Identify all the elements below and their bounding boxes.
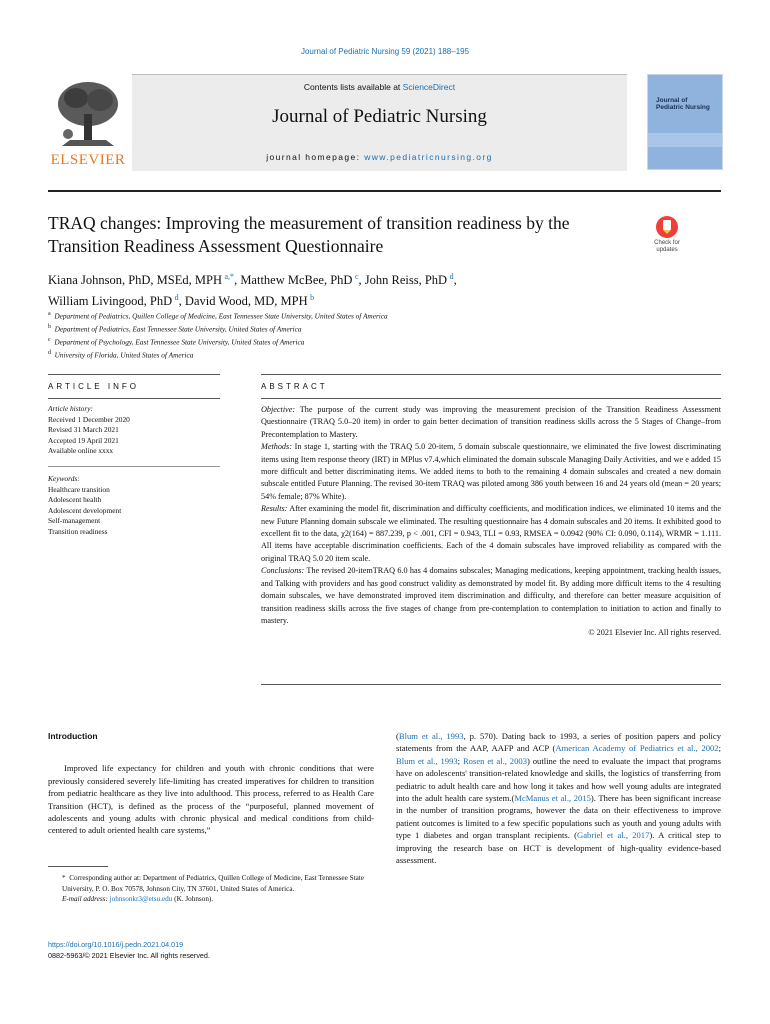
body-text: ). There has been significant increase in the number of transition programs, however the data on their effectiveness to improve patient outcomes is limited to a few specific populations such as youth and young adults with type 1 diabetes and organ transplant recipients. ( xyxy=(396,793,721,841)
affiliation-key: d xyxy=(48,349,51,356)
info-top-rule xyxy=(48,374,220,375)
abstract-top-rule xyxy=(261,374,721,375)
journal-cover-thumbnail[interactable] xyxy=(647,74,723,170)
affiliation-key: a xyxy=(48,311,51,317)
affiliation-key: b xyxy=(48,323,51,330)
corresponding-author-footnote xyxy=(48,873,374,905)
affiliation-text: University of Florida, United States of America xyxy=(54,350,194,360)
author-name[interactable]: William Livingood, PhD xyxy=(48,294,173,309)
running-header[interactable]: Journal of Pediatric Nursing 59 (2021) 188–195 xyxy=(300,47,470,56)
author-name[interactable]: Matthew McBee, PhD xyxy=(240,273,353,288)
article-info xyxy=(48,404,220,457)
issn-line: 0882-5963/© 2021 Elsevier Inc. All rights reserved. xyxy=(48,950,210,960)
abstract-conclusions xyxy=(261,565,721,627)
crossmark-icon xyxy=(656,216,678,238)
abstract-section-text: In stage 1, starting with the TRAQ 5.0 20-item, 5 domain subscale questionnaire, we eliminated the five lowest discriminating items using Item response theory (IRT) in MPlus v7.4,which eliminated the domain subscale Managing Daily Activities, and we e added 15 more difficult and better discriminating items. We added items to both to the remaining 4 domain subscales and created a new domain subscale entitled Future Planning. The revised 30-item TRAQ was piloted among 386 youth between 16 and 24 years old (mean = 20 years; 54% female; 87% White). xyxy=(261,442,721,501)
contents-prefix: Contents lists available at xyxy=(303,82,403,92)
body-right-column xyxy=(396,730,721,866)
affiliation-item xyxy=(48,309,668,322)
abstract-heading: ABSTRACT xyxy=(261,382,328,391)
elsevier-tree-icon xyxy=(54,78,122,150)
keywords-rule xyxy=(48,466,220,467)
doi-link[interactable]: https://doi.org/10.1016/j.pedn.2021.04.019 xyxy=(48,940,184,949)
author-name[interactable]: David Wood, MD, MPH xyxy=(184,294,308,309)
author-affil-mark[interactable]: d xyxy=(449,272,454,281)
masthead-rule xyxy=(48,190,721,192)
article-title: TRAQ changes: Improving the measurement of transition readiness by the Transition Readiness Assessment Questionnaire xyxy=(48,213,570,256)
cover-title: Journal of Pediatric Nursing xyxy=(656,97,710,111)
body-text: ) outline the need to evaluate the impact that programs have on adolescents' transition-related knowledge and skills, the logistics of transferring from pediatric to adult health care and how long it takes and how well young adults are integrated into the adult health care system.( xyxy=(396,755,721,804)
journal-banner xyxy=(132,74,627,171)
abstract-body xyxy=(261,404,721,640)
abstract-section-text: The revised 20-itemTRAQ 6.0 has 4 domains subscales; Managing medications, keeping appointment, tracking health issues, and Talking with providers and has good construct validity as demonstrated by model fit. By adding more difficult items to the 4 resulting domain subscales, we have demonstrated improved item discrimination and difficulty, and therefore can better measure acquisition of transition readiness skills across the five stages of change from pre-contemplation to contemplation to initiation to action and finally to mastery. xyxy=(261,566,721,625)
abstract-bottom-rule xyxy=(261,684,721,685)
affiliation-text: Department of Psychology, East Tennessee State University, United States of America xyxy=(54,337,305,347)
history-item: Available online xxxx xyxy=(48,446,114,456)
keyword-item[interactable]: Self-management xyxy=(48,516,101,526)
author-affil-mark[interactable]: b xyxy=(310,293,315,303)
author-separator: , xyxy=(178,294,185,309)
abstract-section-label: Objective: xyxy=(261,405,296,414)
body-left-column xyxy=(48,730,374,837)
abstract-section-label: Conclusions: xyxy=(261,566,305,576)
affiliations xyxy=(48,309,668,361)
crossmark-badge[interactable] xyxy=(647,216,687,260)
keywords xyxy=(48,474,220,538)
body-text: ; xyxy=(718,743,721,754)
author-separator: , xyxy=(358,273,365,288)
author-separator: , xyxy=(453,273,457,288)
abstract-heading-rule xyxy=(261,398,721,399)
keyword-item[interactable]: Transition readiness xyxy=(48,526,108,536)
history-label: Article history: xyxy=(48,404,93,413)
footnote-text: * Corresponding author at: Department of Pediatrics, Quillen College of Medicine, East Tennessee State University, P. O. Box 70578, Johnson City, TN 37601, United States of America. xyxy=(62,874,364,893)
journal-title: Journal of Pediatric Nursing xyxy=(272,106,487,127)
email-label: E-mail address: xyxy=(62,895,108,904)
abstract-methods xyxy=(261,441,721,503)
journal-masthead xyxy=(48,74,721,178)
affiliation-item xyxy=(48,335,668,348)
keywords-label: Keywords: xyxy=(48,474,80,483)
journal-homepage-link[interactable]: www.pediatricnursing.org xyxy=(364,152,493,162)
abstract-section-text: The purpose of the current study was improving the measurement precision of the Transition Readiness Assessment Questionnaire (TRAQ 5.0–20 item) in order to gain better decimation of transition readiness skills across the 5 Stages of Change–from Precontemplation to Mastery. xyxy=(261,405,721,439)
history-item: Received 1 December 2020 xyxy=(48,414,130,424)
keyword-item[interactable]: Healthcare transition xyxy=(48,484,110,494)
cover-band xyxy=(648,133,722,147)
history-item: Accepted 19 April 2021 xyxy=(48,435,119,445)
citation-link[interactable]: Rosen et al., 2003 xyxy=(462,755,527,766)
citation-link[interactable]: Gabriel et al., 2017 xyxy=(577,830,650,841)
author-line-1 xyxy=(48,268,648,289)
abstract-section-text: After examining the model fit, discrimination and difficulty coefficients, and modification indices, we eliminated 10 items and the new Future Planning domain subscale we eliminated. The resulting questionnaire has 4 domain subscales and 20 items. It exhibited good to excellent fit to the data, χ2(164) = 887.239, p < .001, CFI = 0.943, TLI = 0.93, RMSEA = 0.0942 (90% CI: 0.090, 0.114), WRMR = 1.111. All items have acceptable discrimination coefficients. Each of the 4 domain subscales have improved reliability as compared with the original TRAQ 5.0 20 item scale. xyxy=(261,504,721,563)
author-affil-mark[interactable]: d xyxy=(174,293,179,303)
article-info-heading: ARTICLE INFO xyxy=(48,382,139,391)
abstract-section-label: Methods: xyxy=(261,442,292,452)
author-name[interactable]: John Reiss, PhD xyxy=(364,273,448,288)
affiliation-text: Department of Pediatrics, Quillen College of Medicine, East Tennessee State University, United States of America xyxy=(54,311,388,321)
author-separator: , xyxy=(234,273,241,288)
author-affil-mark[interactable]: c xyxy=(354,272,359,281)
doi-block xyxy=(48,940,388,962)
abstract-objective xyxy=(261,404,721,441)
abstract-copyright: © 2021 Elsevier Inc. All rights reserved. xyxy=(588,628,721,638)
footnote-corresponding: Corresponding author at: Department of Pediatrics, Quillen College of Medicine, East Tennessee State University, P. O. Box 70578, Johnson City, TN 37601, United States of America. xyxy=(62,874,364,893)
keyword-item[interactable]: Adolescent development xyxy=(48,505,122,515)
author-list xyxy=(48,268,648,310)
affiliation-text: Department of Pediatrics, East Tennessee State University, United States of America xyxy=(54,324,302,334)
journal-homepage-line xyxy=(132,152,627,162)
citation-link[interactable]: American Academy of Pediatrics et al., 2002 xyxy=(555,743,719,754)
citation-link[interactable]: McManus et al., 2015 xyxy=(514,793,591,804)
abstract-section-label: Results: xyxy=(261,504,288,514)
intro-paragraph: Improved life expectancy for children and youth with chronic conditions that were previously considered severely life-limiting has created imperatives for children to transition from pediatric healthcare as they live into adulthood. This process, referred to as Health Care Transition (HCT), is defined as the process of the “purposeful, planned movement of adolescents and young adults with chronic physical and medical conditions from child-centered to adult oriented health care systems,” xyxy=(48,763,374,836)
intro-paragraph-continued: (Blum et al., 1993, p. 570). Dating back to 1993, a series of position papers and policy statements from the AAP, AAFP and ACP (American Academy of Pediatrics et al., 2002; Blum et al., 1993; Rosen et al., 2003) outline the need to evaluate the impact that programs have on adolescents' transition-related knowledge and skills, the logistics of transferring from pediatric to adult health care and how long it takes and how well young adults are integrated into the adult health care system.(McManus et al., 2015). There has been significant increase in the number of transition programs, however the data on their effectiveness to improve patient outcomes is limited to a few specific populations such as youth and young adults with type 1 diabetes and organ transplant recipients. (Gabriel et al., 2017). A critical step to improving the research base on HCT is development of high-quality evidence-based assessment. xyxy=(396,731,721,866)
introduction-heading: Introduction xyxy=(48,731,98,741)
homepage-prefix: journal homepage: xyxy=(266,152,365,162)
body-text: , p. 570). Dating back to 1993, a series of position papers and policy statements from the AAP, AAFP and ACP ( xyxy=(396,731,721,754)
email-suffix: (K. Johnson). xyxy=(172,895,214,904)
author-affil-mark[interactable]: a,* xyxy=(224,272,235,281)
affiliation-item xyxy=(48,322,668,335)
citation-link[interactable]: Blum et al., 1993 xyxy=(396,755,458,766)
citation-link[interactable]: Blum et al., 1993 xyxy=(398,731,464,741)
affiliation-item xyxy=(48,348,668,361)
body-text: ). A critical step to improving the research base on HCT is development of high-quality evidence-based assessment. xyxy=(396,830,721,866)
author-line-2 xyxy=(48,289,648,310)
email-link[interactable]: johnsonkr3@etsu.edu xyxy=(109,895,173,904)
contents-line xyxy=(132,82,627,92)
keyword-item[interactable]: Adolescent health xyxy=(48,495,102,505)
body-text: ; xyxy=(457,755,463,766)
footnote-rule xyxy=(48,866,108,867)
elsevier-wordmark: ELSEVIER xyxy=(50,152,126,168)
info-heading-rule xyxy=(48,398,220,399)
affiliation-key: c xyxy=(48,336,51,343)
crossmark-label: Check for updates xyxy=(654,240,680,253)
history-item: Revised 31 March 2021 xyxy=(48,425,119,435)
elsevier-logo[interactable] xyxy=(48,74,128,168)
author-name[interactable]: Kiana Johnson, PhD, MSEd, MPH xyxy=(48,273,222,288)
footnote-email xyxy=(48,894,374,905)
abstract-results xyxy=(261,503,721,565)
sciencedirect-link[interactable]: ScienceDirect xyxy=(402,82,456,92)
